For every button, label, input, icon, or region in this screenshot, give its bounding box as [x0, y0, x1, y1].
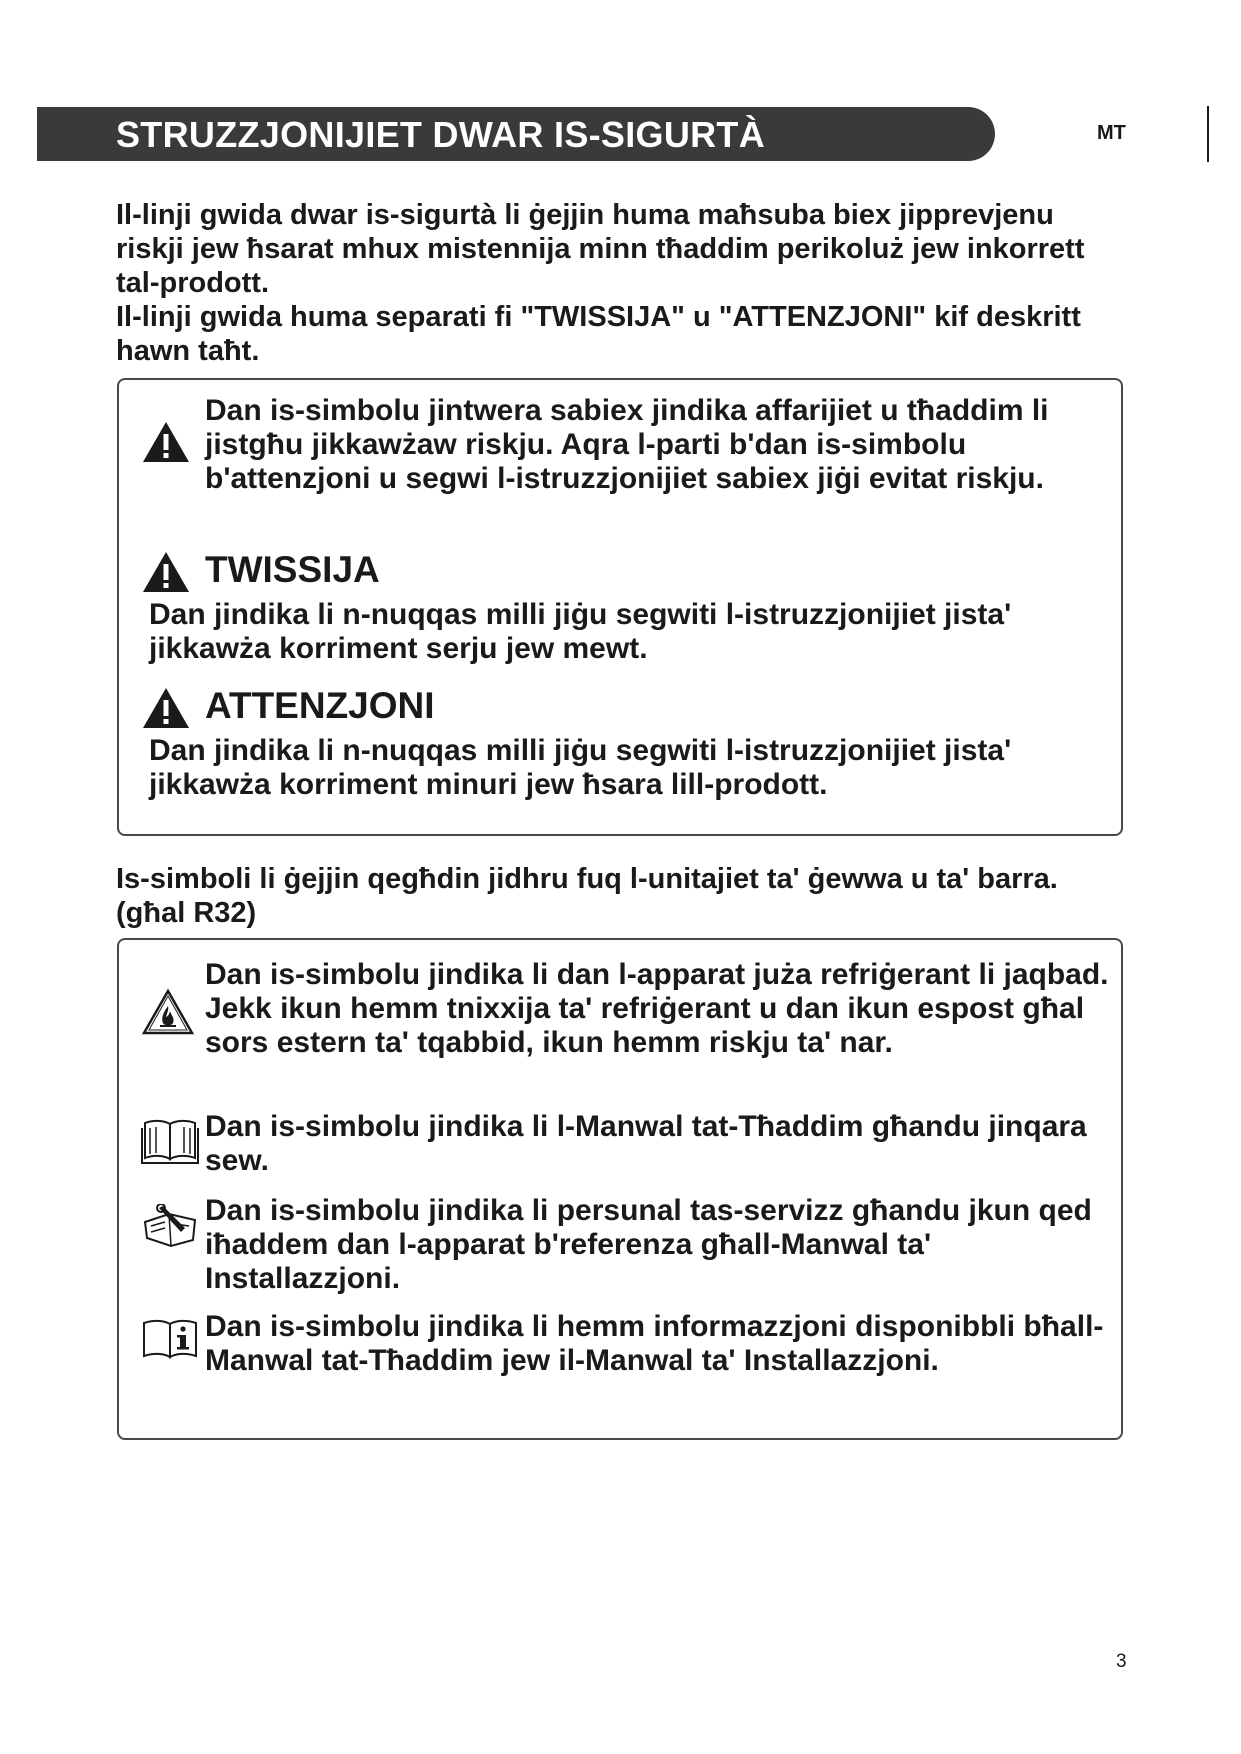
symbols-intro-text: Is-simboli li ġejjin qegħdin jidhru fuq l-unitajiet ta' ġewwa u ta' barra. (għal R32) — [116, 863, 1058, 929]
service-manual-icon — [141, 1204, 199, 1248]
symbols-box — [117, 938, 1123, 1440]
safety-levels-box — [117, 378, 1123, 836]
symbol-description: Dan is-simbolu jindika li hemm informazzjoni disponibbli bħall-Manwal tat-Tħaddim jew il-Manwal ta' Installazzjoni. — [205, 1310, 1104, 1377]
warning-heading: TWISSIJA — [205, 549, 380, 590]
warning-triangle-icon — [141, 686, 191, 730]
edge-divider — [1207, 106, 1209, 162]
info-book-icon — [141, 1316, 199, 1362]
warning-description: Dan jindika li n-nuqqas milli jiġu segwiti l-istruzzjonijiet jista' jikkawża korriment serju jew mewt. — [149, 598, 1012, 665]
caution-heading: ATTENZJONI — [205, 685, 435, 726]
warning-triangle-icon — [141, 420, 191, 464]
intro-paragraph-2: Il-linji gwida huma separati fi "TWISSIJA" u "ATTENZJONI" kif deskritt hawn taħt. — [116, 301, 1081, 367]
open-book-icon — [141, 1116, 199, 1166]
intro-text — [116, 198, 1116, 368]
symbol-description: Dan is-simbolu jindika li dan l-apparat juża refriġerant li jaqbad. Jekk ikun hemm tnixxija ta' refriġerant u dan ikun espost għal sors estern ta' tqabbid, ikun hemm riskju ta' nar. — [205, 958, 1109, 1059]
caution-description: Dan jindika li n-nuqqas milli jiġu segwiti l-istruzzjonijiet jista' jikkawża korriment minuri jew ħsara lill-prodott. — [149, 734, 1012, 801]
symbol-description: Dan is-simbolu jindika li l-Manwal tat-Tħaddim għandu jinqara sew. — [205, 1110, 1087, 1177]
alert-description: Dan is-simbolu jintwera sabiex jindika affarijiet u tħaddim li jistgħu jikkawżaw riskju. Aqra l-parti b'dan is-simbolu b'attenzjoni u segwi l-istruzzjonijiet sabiex jiġi evitat riskju. — [205, 394, 1049, 495]
symbol-description: Dan is-simbolu jindika li persunal tas-servizz għandu jkun qed iħaddem dan l-apparat b'referenza għall-Manwal ta' Installazzjoni. — [205, 1194, 1092, 1295]
warning-triangle-icon — [141, 550, 191, 594]
page-number: 3 — [1116, 1651, 1127, 1672]
intro-paragraph-1: Il-linji gwida dwar is-sigurtà li ġejjin huma maħsuba biex jipprevjenu riskji jew ħsarat mhux mistennija minn tħaddim perikoluż jew inkorrett tal-prodott. — [116, 199, 1085, 299]
flammable-warning-icon — [141, 988, 195, 1036]
language-code: MT — [1097, 122, 1126, 144]
page-title: STRUZZJONIJIET DWAR IS-SIGURTÀ — [116, 114, 766, 155]
